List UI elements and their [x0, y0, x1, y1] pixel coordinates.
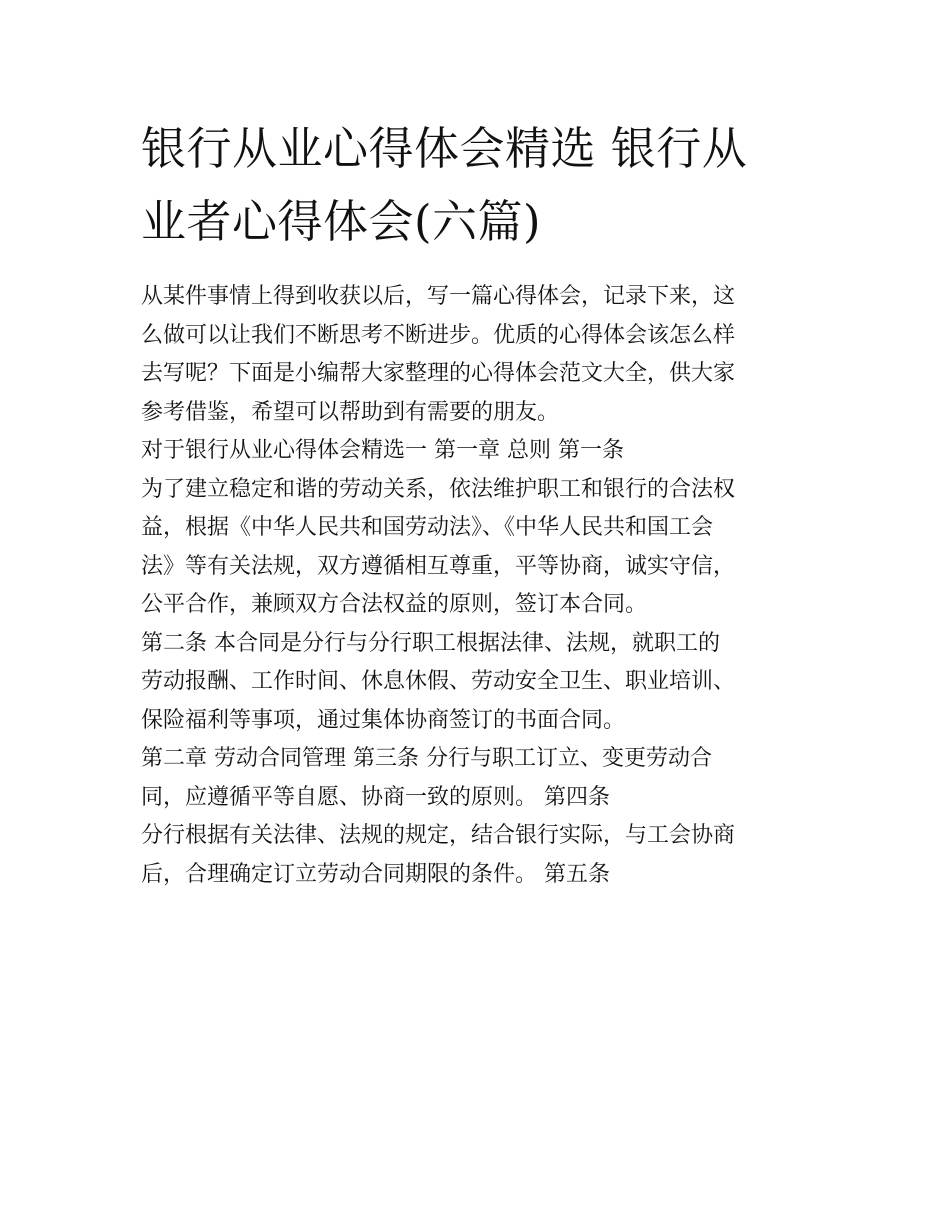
article-two-paragraph: 第二条 本合同是分行与分行职工根据法律、法规，就职工的 劳动报酬、工作时间、休息休假、劳动安全卫生、职业培训、 保险福利等事项，通过集体协商签订的书面合同。: [141, 630, 736, 733]
intro-paragraph: 从某件事情上得到收获以后，写一篇心得体会，记录下来，这 么做可以让我们不断思考不断进步。优质的心得体会该怎么样 去写呢？下面是小编帮大家整理的心得体会范文大全，供大家 参考借鉴，希望可以帮助到有需要的朋友。: [141, 284, 736, 425]
chapter-two-paragraph: 第二章 劳动合同管理 第三条 分行与职工订立、变更劳动合 同，应遵循平等自愿、协商一致的原则。 第四条: [141, 746, 712, 810]
chapter-one-heading: 对于银行从业心得体会精选一 第一章 总则 第一条: [141, 438, 624, 463]
document-page: [141, 112, 821, 894]
document-title: 银行从业心得体会精选 银行从 业者心得体会(六篇): [141, 122, 748, 248]
article-four-paragraph: 分行根据有关法律、法规的规定，结合银行实际，与工会协商 后，合理确定订立劳动合同期限的条件。 第五条: [141, 823, 736, 887]
article-one-paragraph: 为了建立稳定和谐的劳动关系，依法维护职工和银行的合法权 益，根据《中华人民共和国劳动法》、《中华人民共和国工会 法》等有关法规，双方遵循相互尊重，平等协商，诚实守信， 公平合作，兼顾双方合法权益的原则，签订本合同。: [141, 476, 736, 617]
